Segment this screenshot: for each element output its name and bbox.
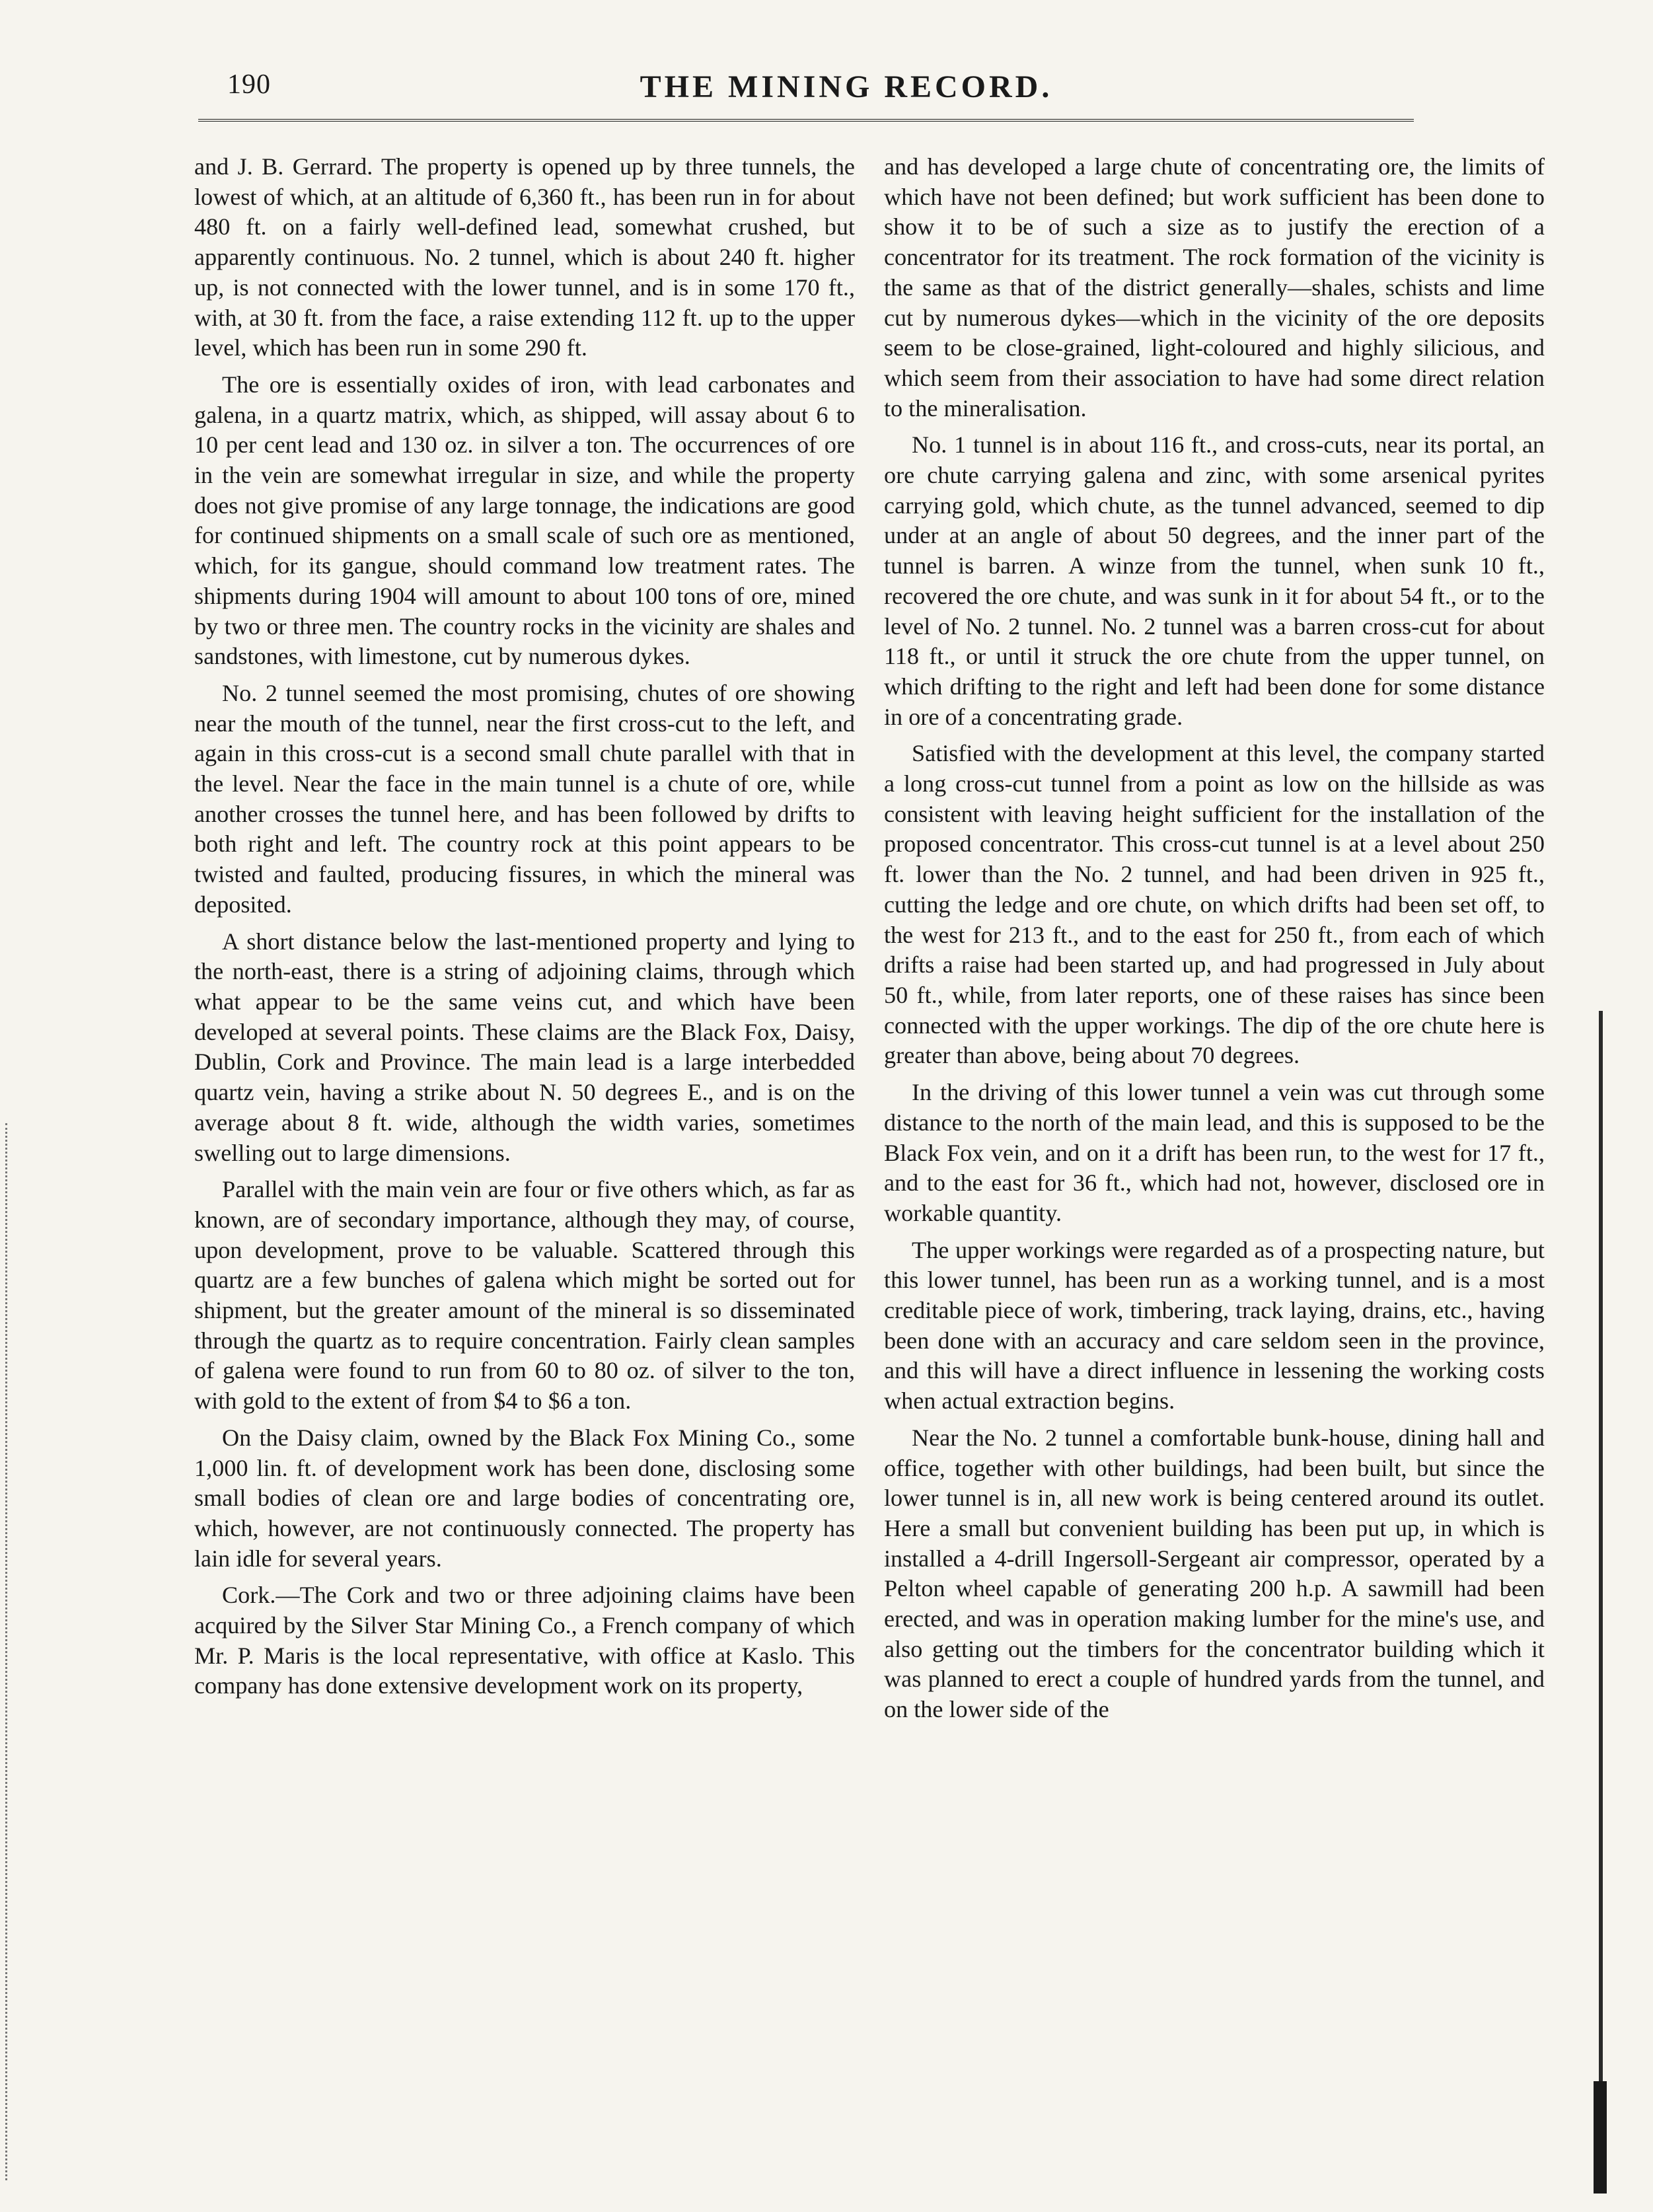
- paragraph: and J. B. Gerrard. The property is opened up by three tunnels, the lowest of which, at an altitude of 6,360 ft., has been run in for about 480 ft. on a fairly well-defined lead, somewhat crushed, but apparently continuous. No. 2 tunnel, which is about 240 ft. higher up, is not connected with the lower tunnel, and is in some 170 ft., with, at 30 ft. from the face, a raise extending 112 ft. up to the upper level, which has been run in some 290 ft.: [194, 153, 855, 361]
- binding-edge-blot: [1594, 2081, 1607, 2194]
- paragraph: Parallel with the main vein are four or five others which, as far as known, are of secondary importance, although they may, of course, upon development, prove to be valuable. Scattered through this quartz are a few bunches of galena which might be sorted out for shipment, but the greater amount of the mineral is so disseminated through the quartz as to require concentration. Fairly clean samples of galena were found to run from 60 to 80 oz. of silver to the ton, with gold to the extent of from $4 to $6 a ton.: [194, 1176, 855, 1415]
- paragraph: A short distance below the last-mentioned property and lying to the north-east, there is a string of adjoining claims, through which what appear to be the same veins cut, and which have been developed at several points. These claims are the Black Fox, Daisy, Dublin, Cork and Province. The main lead is a large interbedded quartz vein, having a strike about N. 50 degrees E., and is on the average about 8 ft. wide, although the width varies, sometimes swelling out to large dimensions.: [194, 928, 855, 1166]
- journal-title: THE MINING RECORD.: [640, 69, 1053, 104]
- paragraph: On the Daisy claim, owned by the Black Fox Mining Co., some 1,000 lin. ft. of development work has been done, disclosing some small bodies of clean ore and large bodies of concentrating ore, which, however, are not continuously connected. The property has lain idle for several years.: [194, 1424, 855, 1572]
- paragraph: The upper workings were regarded as of a prospecting nature, but this lower tunnel, has been run as a working tunnel, and is a most creditable piece of work, timbering, track laying, drains, etc., having been done with an accuracy and care seldom seen in the province, and this will have a direct influence in lessening the working costs when actual extraction begins.: [884, 1236, 1545, 1415]
- paragraph: No. 1 tunnel is in about 116 ft., and cross-cuts, near its portal, an ore chute carrying galena and zinc, with some arsenical pyrites carrying gold, which chute, as the tunnel advanced, seemed to dip under at an angle of about 50 degrees, and the inner part of the tunnel is barren. A winze from the tunnel, when sunk 10 ft., recovered the ore chute, and was sunk in it for about 54 ft., or to the level of No. 2 tunnel. No. 2 tunnel was a barren cross-cut for about 118 ft., or until it struck the ore chute from the upper tunnel, on which drifting to the right and left had been done for some distance in ore of a concentrating grade.: [884, 431, 1545, 730]
- right-column: [884, 152, 1545, 1732]
- paragraph: Satisfied with the development at this level, the company started a long cross-cut tunnel from a point as low on the hillside as was consistent with leaving height sufficient for the installation of the proposed concentrator. This cross-cut tunnel is at a level about 250 ft. lower than the No. 2 tunnel, and had been driven in 925 ft., cutting the ledge and ore chute, on which drifts had been set off, to the west for 213 ft., and to the east for 250 ft., from each of which drifts a raise had been started up, and had progressed in July about 50 ft., while, from later reports, one of these raises has since been connected with the upper workings. The dip of the ore chute here is greater than above, being about 70 degrees.: [884, 740, 1545, 1069]
- left-margin-speckle: [5, 1123, 27, 2180]
- paragraph: Cork.—The Cork and two or three adjoining claims have been acquired by the Silver Star Mining Co., a French company of which Mr. P. Maris is the local representative, with office at Kaslo. This company has done extensive development work on its property,: [194, 1582, 855, 1699]
- paragraph: The ore is essentially oxides of iron, with lead carbonates and galena, in a quartz matrix, which, as shipped, will assay about 6 to 10 per cent lead and 130 oz. in silver a ton. The occurrences of ore in the vein are somewhat irregular in size, and while the property does not give promise of any large tonnage, the indications are good for continued shipments on a small scale of such ore as mentioned, which, for its gangue, should command low treatment rates. The shipments during 1904 will amount to about 100 tons of ore, mined by two or three men. The country rocks in the vicinity are shales and sandstones, with limestone, cut by numerous dykes.: [194, 371, 855, 670]
- left-column: [194, 152, 855, 1708]
- page-number: 190: [227, 69, 271, 100]
- header-rule: [198, 119, 1414, 122]
- binding-edge-mark: [1599, 1011, 1603, 2187]
- paragraph: and has developed a large chute of concentrating ore, the limits of which have not been defined; but work sufficient has been done to show it to be of such a size as to justify the erection of a concentrator for its treatment. The rock formation of the vicinity is the same as that of the district generally—shales, schists and lime cut by numerous dykes—which in the vicinity of the ore deposits seem to be close-grained, light-coloured and highly silicious, and which seem from their association to have had some direct relation to the mineralisation.: [884, 153, 1545, 422]
- paragraph: Near the No. 2 tunnel a comfortable bunk-house, dining hall and office, together with other buildings, had been built, but since the lower tunnel is in, all new work is being centered around its outlet. Here a small but convenient building has been put up, in which is installed a 4-drill Ingersoll-Sergeant air compressor, operated by a Pelton wheel capable of generating 200 h.p. A sawmill had been erected, and was in operation making lumber for the mine's use, and also getting out the timbers for the concentrator building which it was planned to erect a couple of hundred yards from the tunnel, and on the lower side of the: [884, 1424, 1545, 1723]
- paragraph: In the driving of this lower tunnel a vein was cut through some distance to the north of the main lead, and this is supposed to be the Black Fox vein, and on it a drift has been run, to the west for 17 ft., and to the east for 36 ft., which had not, however, disclosed ore in workable quantity.: [884, 1079, 1545, 1226]
- paragraph: No. 2 tunnel seemed the most promising, chutes of ore showing near the mouth of the tunnel, near the first cross-cut to the left, and again in this cross-cut is a second small chute parallel with that in the level. Near the face in the main tunnel is a chute of ore, while another crosses the tunnel here, and has been followed by drifts to both right and left. The country rock at this point appears to be twisted and faulted, producing fissures, in which the mineral was deposited.: [194, 679, 855, 918]
